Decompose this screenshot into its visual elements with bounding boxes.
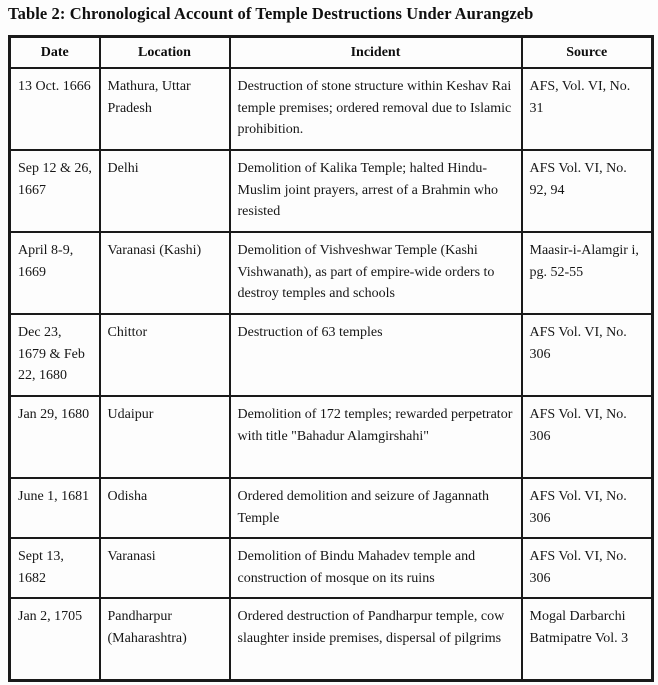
column-header-incident: Incident xyxy=(230,36,522,68)
table-body xyxy=(10,68,653,680)
cell-source: AFS, Vol. VI, No. 31 xyxy=(522,68,653,150)
cell-source: AFS Vol. VI, No. 306 xyxy=(522,478,653,538)
cell-source: Maasir-i-Alamgir i, pg. 52-55 xyxy=(522,232,653,314)
cell-date: Jan 2, 1705 xyxy=(10,598,100,680)
cell-source: Mogal Darbarchi Batmipatre Vol. 3 xyxy=(522,598,653,680)
cell-location: Varanasi (Kashi) xyxy=(100,232,230,314)
table-row xyxy=(10,68,653,150)
cell-location: Varanasi xyxy=(100,538,230,598)
column-header-location: Location xyxy=(100,36,230,68)
table-caption: Table 2: Chronological Account of Temple Destructions Under Aurangzeb xyxy=(8,4,534,23)
cell-location: Udaipur xyxy=(100,396,230,478)
cell-location: Chittor xyxy=(100,314,230,396)
cell-location: Pandharpur (Maharashtra) xyxy=(100,598,230,680)
table-row xyxy=(10,538,653,598)
table-row xyxy=(10,478,653,538)
cell-date: Jan 29, 1680 xyxy=(10,396,100,478)
cell-incident: Destruction of 63 temples xyxy=(230,314,522,396)
cell-date: June 1, 1681 xyxy=(10,478,100,538)
cell-incident: Demolition of 172 temples; rewarded perpetrator with title "Bahadur Alamgirshahi" xyxy=(230,396,522,478)
cell-incident: Demolition of Vishveshwar Temple (Kashi Vishwanath), as part of empire-wide orders to destroy temples and schools xyxy=(230,232,522,314)
table-row xyxy=(10,150,653,232)
cell-incident: Destruction of stone structure within Keshav Rai temple premises; ordered removal due to Islamic prohibition. xyxy=(230,68,522,150)
cell-location: Delhi xyxy=(100,150,230,232)
table-row xyxy=(10,396,653,478)
cell-date: Sep 12 & 26, 1667 xyxy=(10,150,100,232)
cell-incident: Ordered destruction of Pandharpur temple, cow slaughter inside premises, dispersal of pilgrims xyxy=(230,598,522,680)
table-row xyxy=(10,232,653,314)
table-row xyxy=(10,598,653,680)
cell-source: AFS Vol. VI, No. 306 xyxy=(522,314,653,396)
cell-source: AFS Vol. VI, No. 306 xyxy=(522,538,653,598)
cell-date: 13 Oct. 1666 xyxy=(10,68,100,150)
column-header-date: Date xyxy=(10,36,100,68)
temple-destructions-table xyxy=(8,35,654,682)
cell-location: Odisha xyxy=(100,478,230,538)
cell-date: Dec 23, 1679 & Feb 22, 1680 xyxy=(10,314,100,396)
column-header-source: Source xyxy=(522,36,653,68)
cell-incident: Ordered demolition and seizure of Jagannath Temple xyxy=(230,478,522,538)
cell-date: April 8-9, 1669 xyxy=(10,232,100,314)
cell-source: AFS Vol. VI, No. 92, 94 xyxy=(522,150,653,232)
cell-date: Sept 13, 1682 xyxy=(10,538,100,598)
cell-incident: Demolition of Bindu Mahadev temple and construction of mosque on its ruins xyxy=(230,538,522,598)
cell-location: Mathura, Uttar Pradesh xyxy=(100,68,230,150)
table-row xyxy=(10,314,653,396)
cell-incident: Demolition of Kalika Temple; halted Hindu-Muslim joint prayers, arrest of a Brahmin who resisted xyxy=(230,150,522,232)
cell-source: AFS Vol. VI, No. 306 xyxy=(522,396,653,478)
table-header-row xyxy=(10,36,653,68)
